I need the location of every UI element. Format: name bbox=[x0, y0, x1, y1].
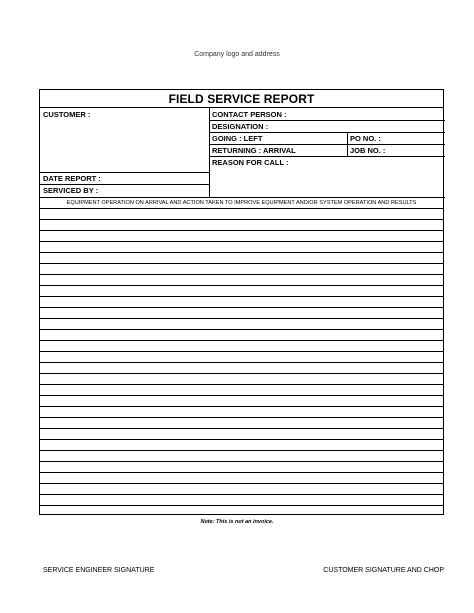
designation-label: DESIGNATION : bbox=[212, 122, 269, 131]
report-ruled-lines bbox=[40, 208, 443, 515]
divider-main-vertical bbox=[209, 108, 210, 198]
divider-date-report bbox=[40, 184, 209, 185]
po-no-label: PO NO. : bbox=[350, 134, 381, 143]
field-service-report-form bbox=[39, 89, 444, 515]
divider-designation bbox=[209, 132, 445, 133]
customer-signature-label: CUSTOMER SIGNATURE AND CHOP bbox=[323, 567, 444, 574]
divider-going bbox=[209, 144, 445, 145]
job-no-label: JOB NO. : bbox=[350, 146, 386, 155]
reason-for-call-label: REASON FOR CALL : bbox=[212, 158, 289, 167]
company-logo-address-placeholder: Company logo and address bbox=[194, 51, 280, 58]
divider-contact bbox=[209, 120, 445, 121]
serviced-by-label: SERVICED BY : bbox=[43, 186, 99, 195]
form-title: FIELD SERVICE REPORT bbox=[40, 90, 443, 108]
date-report-label: DATE REPORT : bbox=[43, 174, 101, 183]
service-engineer-signature-label: SERVICE ENGINEER SIGNATURE bbox=[43, 567, 155, 574]
equipment-operation-header: EQUIPMENT OPERATION ON ARRIVAL AND ACTION TAKEN TO IMPROVE EQUIPMENT AND/OR SYSTEM OPERATION AND RESULTS bbox=[66, 200, 417, 206]
divider-returning bbox=[209, 156, 445, 157]
contact-person-label: CONTACT PERSON : bbox=[212, 110, 287, 119]
returning-arrival-label: RETURNING : ARRIVAL bbox=[212, 146, 296, 155]
divider-customer-bottom bbox=[40, 172, 209, 173]
going-left-label: GOING : LEFT bbox=[212, 134, 263, 143]
customer-label: CUSTOMER : bbox=[43, 110, 91, 119]
invoice-note: Note: This is not an invoice. bbox=[200, 519, 274, 525]
